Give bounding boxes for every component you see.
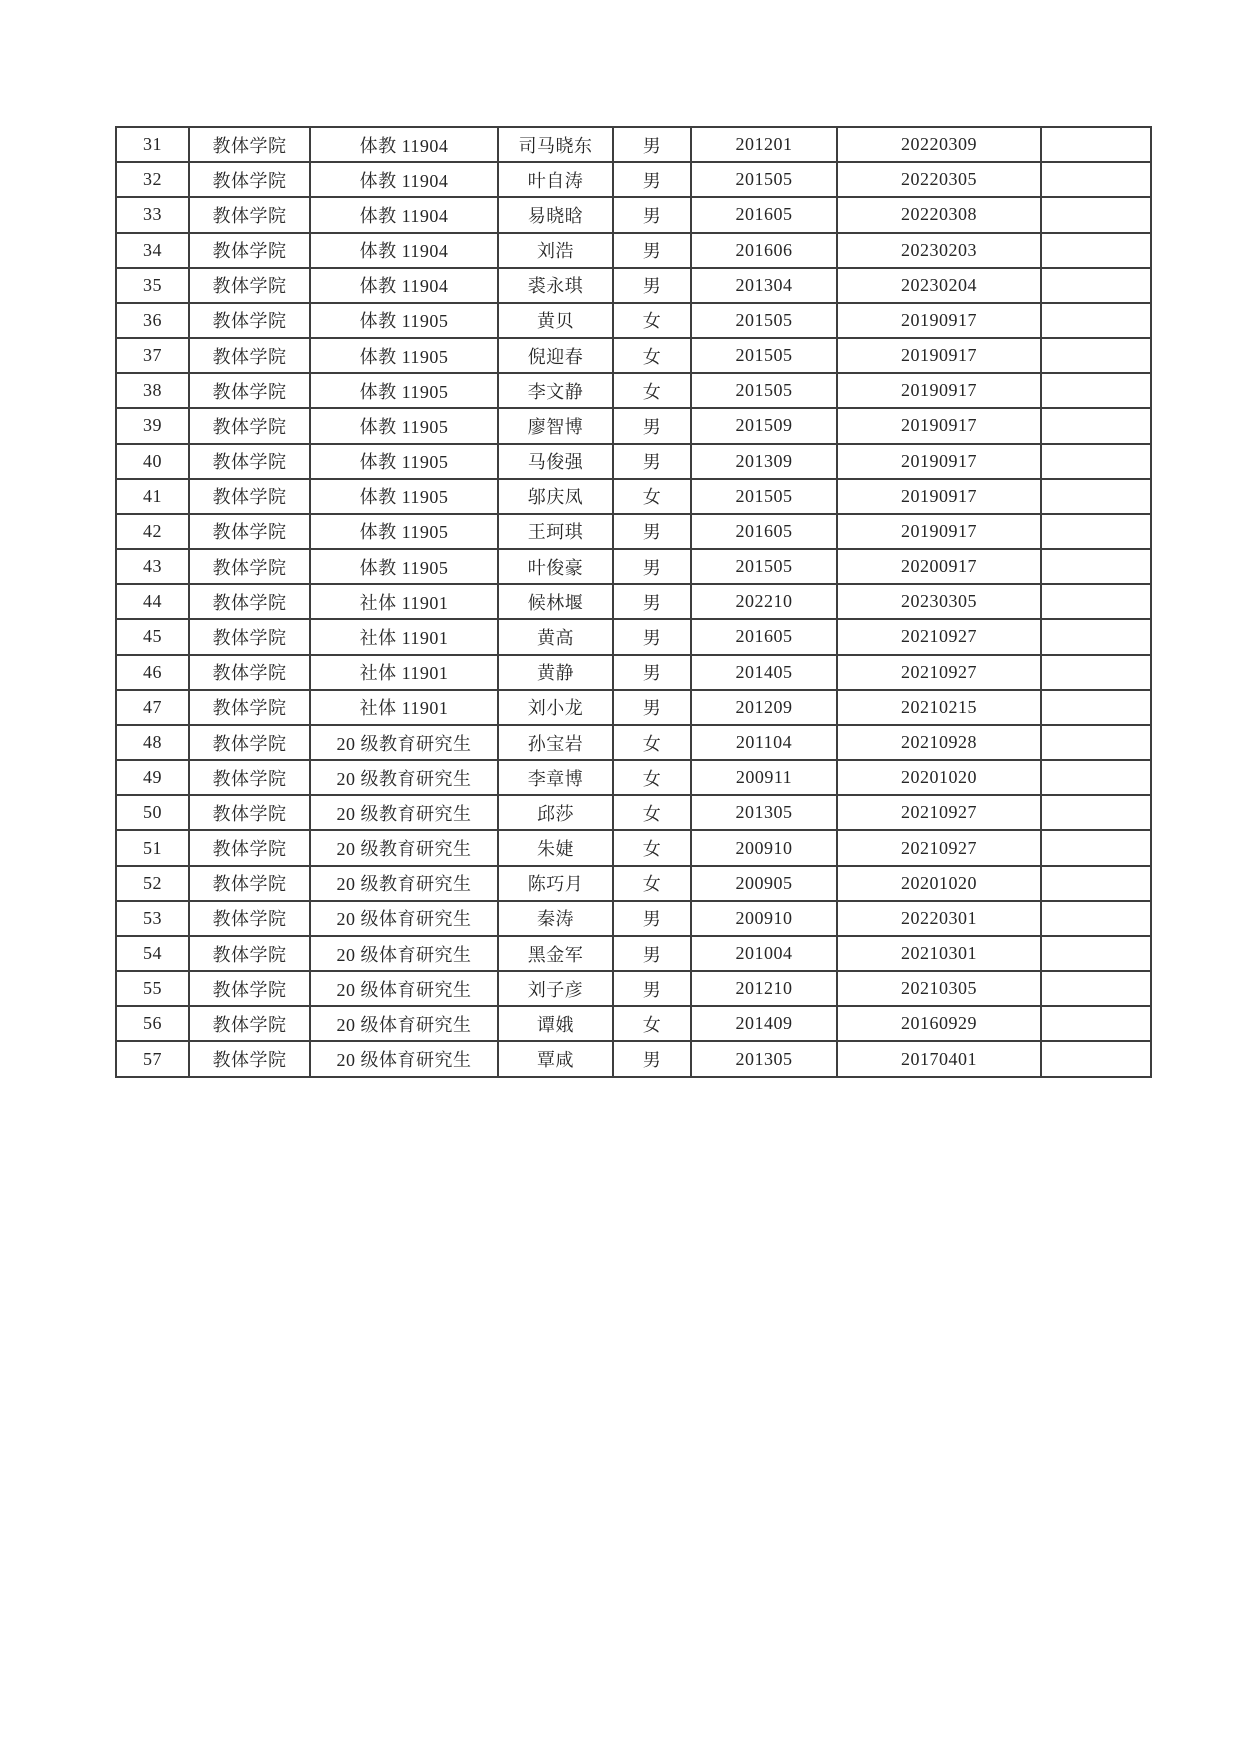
cell-student-name: 廖智博	[498, 408, 613, 443]
table-row	[116, 830, 1151, 865]
cell-gender: 男	[613, 268, 691, 303]
cell-row-number: 44	[116, 584, 189, 619]
table-row	[116, 690, 1151, 725]
cell-college: 教体学院	[189, 619, 310, 654]
cell-row-number: 42	[116, 514, 189, 549]
cell-remark	[1041, 866, 1151, 901]
cell-class: 20 级教育研究生	[310, 795, 498, 830]
cell-remark	[1041, 373, 1151, 408]
cell-remark	[1041, 514, 1151, 549]
cell-gender: 男	[613, 549, 691, 584]
cell-class: 体教 11905	[310, 373, 498, 408]
cell-student-name: 黄静	[498, 655, 613, 690]
cell-dorm-code: 200910	[691, 830, 837, 865]
cell-gender: 男	[613, 584, 691, 619]
cell-class: 20 级体育研究生	[310, 971, 498, 1006]
table-row	[116, 514, 1151, 549]
cell-remark	[1041, 268, 1151, 303]
cell-remark	[1041, 1041, 1151, 1077]
cell-college: 教体学院	[189, 549, 310, 584]
cell-remark	[1041, 338, 1151, 373]
cell-remark	[1041, 619, 1151, 654]
cell-gender: 男	[613, 162, 691, 197]
cell-student-name: 马俊强	[498, 444, 613, 479]
cell-student-name: 裘永琪	[498, 268, 613, 303]
cell-date: 20160929	[837, 1006, 1041, 1041]
cell-student-name: 孙宝岩	[498, 725, 613, 760]
table-row	[116, 444, 1151, 479]
cell-dorm-code: 201210	[691, 971, 837, 1006]
cell-gender: 女	[613, 725, 691, 760]
cell-student-name: 刘浩	[498, 233, 613, 268]
cell-row-number: 38	[116, 373, 189, 408]
cell-remark	[1041, 444, 1151, 479]
cell-college: 教体学院	[189, 760, 310, 795]
cell-dorm-code: 201309	[691, 444, 837, 479]
cell-date: 20190917	[837, 373, 1041, 408]
cell-row-number: 33	[116, 197, 189, 232]
cell-college: 教体学院	[189, 830, 310, 865]
cell-class: 社体 11901	[310, 690, 498, 725]
cell-date: 20210927	[837, 655, 1041, 690]
cell-date: 20220309	[837, 127, 1041, 162]
cell-remark	[1041, 127, 1151, 162]
cell-gender: 男	[613, 901, 691, 936]
table-row	[116, 303, 1151, 338]
cell-remark	[1041, 197, 1151, 232]
table-row	[116, 619, 1151, 654]
table-row	[116, 373, 1151, 408]
table-row	[116, 1006, 1151, 1041]
cell-college: 教体学院	[189, 338, 310, 373]
cell-dorm-code: 200910	[691, 901, 837, 936]
table-row	[116, 127, 1151, 162]
cell-student-name: 黄高	[498, 619, 613, 654]
cell-date: 20210927	[837, 619, 1041, 654]
cell-dorm-code: 201505	[691, 479, 837, 514]
cell-student-name: 刘子彦	[498, 971, 613, 1006]
cell-student-name: 易晓晗	[498, 197, 613, 232]
cell-row-number: 57	[116, 1041, 189, 1077]
cell-row-number: 34	[116, 233, 189, 268]
cell-student-name: 朱婕	[498, 830, 613, 865]
table-row	[116, 725, 1151, 760]
cell-remark	[1041, 971, 1151, 1006]
cell-gender: 女	[613, 1006, 691, 1041]
cell-dorm-code: 201304	[691, 268, 837, 303]
cell-row-number: 46	[116, 655, 189, 690]
cell-gender: 男	[613, 936, 691, 971]
cell-college: 教体学院	[189, 584, 310, 619]
cell-gender: 女	[613, 373, 691, 408]
cell-date: 20210928	[837, 725, 1041, 760]
cell-row-number: 49	[116, 760, 189, 795]
cell-gender: 女	[613, 830, 691, 865]
cell-row-number: 35	[116, 268, 189, 303]
cell-college: 教体学院	[189, 479, 310, 514]
cell-college: 教体学院	[189, 373, 310, 408]
cell-college: 教体学院	[189, 725, 310, 760]
cell-college: 教体学院	[189, 514, 310, 549]
cell-date: 20230203	[837, 233, 1041, 268]
cell-student-name: 李章博	[498, 760, 613, 795]
cell-student-name: 邬庆凤	[498, 479, 613, 514]
cell-college: 教体学院	[189, 795, 310, 830]
table-row	[116, 1041, 1151, 1077]
cell-remark	[1041, 760, 1151, 795]
cell-dorm-code: 201004	[691, 936, 837, 971]
cell-dorm-code: 201104	[691, 725, 837, 760]
cell-remark	[1041, 408, 1151, 443]
cell-remark	[1041, 549, 1151, 584]
cell-row-number: 39	[116, 408, 189, 443]
cell-row-number: 36	[116, 303, 189, 338]
table-row	[116, 901, 1151, 936]
cell-class: 体教 11905	[310, 303, 498, 338]
cell-row-number: 55	[116, 971, 189, 1006]
cell-dorm-code: 201606	[691, 233, 837, 268]
cell-student-name: 谭娥	[498, 1006, 613, 1041]
cell-row-number: 48	[116, 725, 189, 760]
cell-dorm-code: 201305	[691, 1041, 837, 1077]
cell-date: 20170401	[837, 1041, 1041, 1077]
cell-class: 体教 11905	[310, 549, 498, 584]
cell-class: 体教 11905	[310, 514, 498, 549]
cell-class: 体教 11905	[310, 408, 498, 443]
cell-remark	[1041, 690, 1151, 725]
cell-college: 教体学院	[189, 127, 310, 162]
cell-dorm-code: 201505	[691, 549, 837, 584]
cell-row-number: 47	[116, 690, 189, 725]
cell-date: 20190917	[837, 408, 1041, 443]
cell-row-number: 32	[116, 162, 189, 197]
cell-date: 20201020	[837, 866, 1041, 901]
table-row	[116, 584, 1151, 619]
cell-gender: 男	[613, 619, 691, 654]
cell-row-number: 37	[116, 338, 189, 373]
cell-dorm-code: 200905	[691, 866, 837, 901]
cell-remark	[1041, 584, 1151, 619]
cell-class: 体教 11905	[310, 338, 498, 373]
cell-gender: 女	[613, 760, 691, 795]
cell-gender: 男	[613, 971, 691, 1006]
cell-class: 社体 11901	[310, 584, 498, 619]
cell-date: 20190917	[837, 514, 1041, 549]
cell-student-name: 邱莎	[498, 795, 613, 830]
cell-dorm-code: 201201	[691, 127, 837, 162]
cell-dorm-code: 201505	[691, 303, 837, 338]
cell-row-number: 45	[116, 619, 189, 654]
cell-dorm-code: 200911	[691, 760, 837, 795]
cell-remark	[1041, 479, 1151, 514]
cell-gender: 男	[613, 197, 691, 232]
cell-row-number: 43	[116, 549, 189, 584]
table-row	[116, 760, 1151, 795]
cell-remark	[1041, 1006, 1151, 1041]
table-row	[116, 655, 1151, 690]
cell-college: 教体学院	[189, 268, 310, 303]
cell-college: 教体学院	[189, 971, 310, 1006]
cell-dorm-code: 201505	[691, 162, 837, 197]
cell-class: 体教 11905	[310, 444, 498, 479]
cell-dorm-code: 201409	[691, 1006, 837, 1041]
cell-college: 教体学院	[189, 866, 310, 901]
cell-gender: 男	[613, 1041, 691, 1077]
cell-class: 20 级体育研究生	[310, 901, 498, 936]
cell-class: 20 级体育研究生	[310, 1006, 498, 1041]
cell-student-name: 黄贝	[498, 303, 613, 338]
cell-date: 20190917	[837, 303, 1041, 338]
cell-college: 教体学院	[189, 162, 310, 197]
cell-date: 20210927	[837, 795, 1041, 830]
cell-class: 体教 11904	[310, 197, 498, 232]
table-row	[116, 936, 1151, 971]
cell-date: 20201020	[837, 760, 1041, 795]
cell-gender: 女	[613, 479, 691, 514]
table-row	[116, 197, 1151, 232]
student-roster-table	[115, 126, 1152, 1078]
cell-gender: 男	[613, 127, 691, 162]
cell-remark	[1041, 655, 1151, 690]
cell-row-number: 54	[116, 936, 189, 971]
cell-row-number: 56	[116, 1006, 189, 1041]
cell-college: 教体学院	[189, 233, 310, 268]
cell-class: 20 级教育研究生	[310, 760, 498, 795]
cell-student-name: 叶俊豪	[498, 549, 613, 584]
cell-row-number: 31	[116, 127, 189, 162]
cell-row-number: 51	[116, 830, 189, 865]
cell-student-name: 黑金军	[498, 936, 613, 971]
cell-class: 20 级体育研究生	[310, 1041, 498, 1077]
cell-student-name: 李文静	[498, 373, 613, 408]
cell-row-number: 50	[116, 795, 189, 830]
cell-dorm-code: 201209	[691, 690, 837, 725]
cell-row-number: 40	[116, 444, 189, 479]
cell-remark	[1041, 901, 1151, 936]
cell-gender: 女	[613, 303, 691, 338]
roster-table-body	[116, 127, 1151, 1077]
cell-date: 20190917	[837, 479, 1041, 514]
cell-student-name: 叶自涛	[498, 162, 613, 197]
cell-college: 教体学院	[189, 936, 310, 971]
cell-college: 教体学院	[189, 197, 310, 232]
cell-class: 体教 11904	[310, 127, 498, 162]
cell-remark	[1041, 303, 1151, 338]
table-row	[116, 233, 1151, 268]
table-row	[116, 162, 1151, 197]
cell-row-number: 52	[116, 866, 189, 901]
cell-remark	[1041, 162, 1151, 197]
cell-gender: 男	[613, 655, 691, 690]
cell-college: 教体学院	[189, 408, 310, 443]
cell-class: 体教 11904	[310, 268, 498, 303]
cell-class: 体教 11904	[310, 162, 498, 197]
cell-dorm-code: 202210	[691, 584, 837, 619]
table-row	[116, 408, 1151, 443]
cell-dorm-code: 201509	[691, 408, 837, 443]
cell-date: 20220301	[837, 901, 1041, 936]
cell-class: 20 级教育研究生	[310, 830, 498, 865]
cell-college: 教体学院	[189, 1006, 310, 1041]
cell-class: 20 级教育研究生	[310, 866, 498, 901]
cell-date: 20210301	[837, 936, 1041, 971]
cell-date: 20190917	[837, 444, 1041, 479]
cell-student-name: 候林堰	[498, 584, 613, 619]
cell-date: 20230204	[837, 268, 1041, 303]
table-row	[116, 479, 1151, 514]
cell-gender: 男	[613, 444, 691, 479]
cell-college: 教体学院	[189, 655, 310, 690]
cell-dorm-code: 201605	[691, 619, 837, 654]
cell-college: 教体学院	[189, 444, 310, 479]
cell-date: 20190917	[837, 338, 1041, 373]
cell-date: 20230305	[837, 584, 1041, 619]
cell-dorm-code: 201605	[691, 514, 837, 549]
cell-remark	[1041, 936, 1151, 971]
cell-gender: 男	[613, 408, 691, 443]
cell-dorm-code: 201605	[691, 197, 837, 232]
cell-class: 社体 11901	[310, 655, 498, 690]
cell-date: 20220308	[837, 197, 1041, 232]
cell-dorm-code: 201405	[691, 655, 837, 690]
cell-student-name: 王珂琪	[498, 514, 613, 549]
table-row	[116, 338, 1151, 373]
cell-remark	[1041, 233, 1151, 268]
cell-gender: 男	[613, 514, 691, 549]
cell-row-number: 41	[116, 479, 189, 514]
cell-student-name: 刘小龙	[498, 690, 613, 725]
cell-college: 教体学院	[189, 303, 310, 338]
cell-dorm-code: 201505	[691, 373, 837, 408]
cell-college: 教体学院	[189, 690, 310, 725]
cell-student-name: 秦涛	[498, 901, 613, 936]
cell-student-name: 覃咸	[498, 1041, 613, 1077]
cell-gender: 男	[613, 233, 691, 268]
cell-gender: 女	[613, 795, 691, 830]
cell-dorm-code: 201505	[691, 338, 837, 373]
table-row	[116, 549, 1151, 584]
cell-row-number: 53	[116, 901, 189, 936]
cell-class: 20 级体育研究生	[310, 936, 498, 971]
cell-date: 20210927	[837, 830, 1041, 865]
cell-remark	[1041, 795, 1151, 830]
cell-student-name: 陈巧月	[498, 866, 613, 901]
cell-student-name: 倪迎春	[498, 338, 613, 373]
cell-class: 体教 11904	[310, 233, 498, 268]
table-row	[116, 268, 1151, 303]
cell-class: 20 级教育研究生	[310, 725, 498, 760]
cell-college: 教体学院	[189, 901, 310, 936]
cell-date: 20210305	[837, 971, 1041, 1006]
cell-gender: 女	[613, 866, 691, 901]
cell-date: 20200917	[837, 549, 1041, 584]
cell-remark	[1041, 725, 1151, 760]
cell-date: 20220305	[837, 162, 1041, 197]
cell-gender: 女	[613, 338, 691, 373]
cell-gender: 男	[613, 690, 691, 725]
cell-class: 社体 11901	[310, 619, 498, 654]
cell-college: 教体学院	[189, 1041, 310, 1077]
table-row	[116, 795, 1151, 830]
cell-student-name: 司马晓东	[498, 127, 613, 162]
cell-class: 体教 11905	[310, 479, 498, 514]
cell-remark	[1041, 830, 1151, 865]
cell-dorm-code: 201305	[691, 795, 837, 830]
table-row	[116, 971, 1151, 1006]
table-row	[116, 866, 1151, 901]
cell-date: 20210215	[837, 690, 1041, 725]
